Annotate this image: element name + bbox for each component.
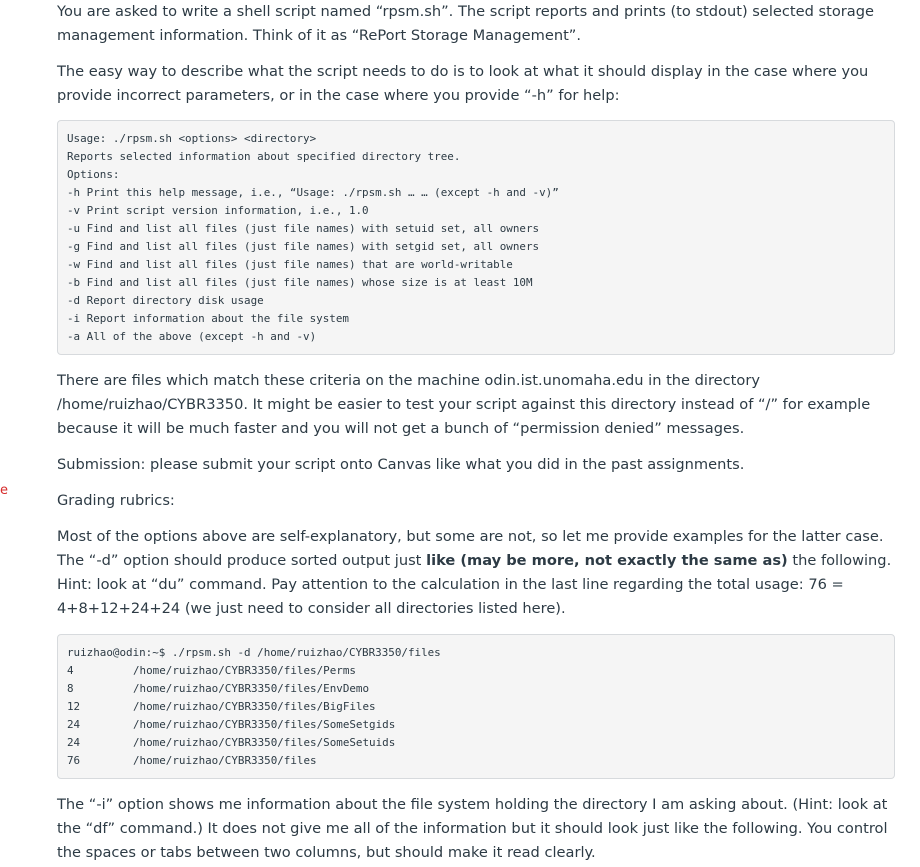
du-size: 4 bbox=[67, 664, 74, 677]
du-command-line: ruizhao@odin:~$ ./rpsm.sh -d /home/ruizhao/CYBR3350/files bbox=[67, 646, 441, 659]
du-size: 24 bbox=[67, 718, 81, 731]
usage-line: -v Print script version information, i.e., 1.0 bbox=[67, 204, 369, 217]
usage-line: -g Find and list all files (just file names) with setgid set, all owners bbox=[67, 240, 540, 253]
usage-line: Usage: ./rpsm.sh <options> <directory> bbox=[67, 132, 317, 145]
du-path: /home/ruizhao/CYBR3350/files/EnvDemo bbox=[133, 682, 370, 695]
options-intro-bold: like (may be more, not exactly the same as) bbox=[426, 552, 788, 569]
du-path: /home/ruizhao/CYBR3350/files bbox=[133, 754, 317, 767]
grading-heading: Grading rubrics: bbox=[57, 492, 175, 509]
du-size: 12 bbox=[67, 700, 81, 713]
assignment-content bbox=[57, 0, 895, 865]
du-size: 76 bbox=[67, 754, 81, 767]
options-intro-text: Most of the options above are self-explanatory, but some are not, so let me provide examples for the latter case. The “-d” option should produce sorted output just bbox=[57, 528, 884, 569]
du-row bbox=[67, 680, 885, 698]
easy-way-paragraph: The easy way to describe what the script needs to do is to look at what it should display in the case where you provide incorrect parameters, or in the case where you provide “-h” for help: bbox=[57, 63, 869, 104]
i-option-paragraph: The “-i” option shows me information about the file system holding the directory I am asking about. (Hint: look at the “df” command.) It does not give me all of the information but it should look just like the following. You control the spaces or tabs between two columns, but should make it read clearly. bbox=[57, 796, 888, 861]
edge-mark: e bbox=[0, 483, 8, 498]
usage-line: Reports selected information about specified directory tree. bbox=[67, 150, 461, 163]
du-row bbox=[67, 662, 885, 680]
du-path: /home/ruizhao/CYBR3350/files/SomeSetgids bbox=[133, 718, 396, 731]
usage-line: -h Print this help message, i.e., “Usage: ./rpsm.sh … … (except -h and -v)” bbox=[67, 186, 559, 199]
usage-line: -i Report information about the file system bbox=[67, 312, 349, 325]
usage-line: -a All of the above (except -h and -v) bbox=[67, 330, 317, 343]
usage-line: -w Find and list all files (just file names) that are world-writable bbox=[67, 258, 513, 271]
du-size: 8 bbox=[67, 682, 74, 695]
du-path: /home/ruizhao/CYBR3350/files/BigFiles bbox=[133, 700, 376, 713]
du-row bbox=[67, 716, 885, 734]
usage-line: -u Find and list all files (just file names) with setuid set, all owners bbox=[67, 222, 540, 235]
options-intro-paragraph bbox=[57, 525, 895, 621]
du-row bbox=[67, 698, 885, 716]
usage-line: -b Find and list all files (just file names) whose size is at least 10M bbox=[67, 276, 533, 289]
usage-code-block bbox=[57, 120, 895, 355]
usage-line: -d Report directory disk usage bbox=[67, 294, 264, 307]
du-output-code-block bbox=[57, 634, 895, 779]
intro-paragraph: You are asked to write a shell script named “rpsm.sh”. The script reports and prints (to stdout) selected storage management information. Think of it as “RePort Storage Management”. bbox=[57, 3, 874, 44]
du-row bbox=[67, 734, 885, 752]
options-intro-text: the following. Hint: look at “du” command. Pay attention to the calculation in the last line regarding the total usage: 76 = 4+8+12+24+24 (we just need to consider all directories listed here). bbox=[57, 552, 892, 617]
usage-line: Options: bbox=[67, 168, 120, 181]
du-row bbox=[67, 752, 885, 770]
du-path: /home/ruizhao/CYBR3350/files/Perms bbox=[133, 664, 356, 677]
du-path: /home/ruizhao/CYBR3350/files/SomeSetuids bbox=[133, 736, 396, 749]
files-note-paragraph: There are files which match these criteria on the machine odin.ist.unomaha.edu in the directory /home/ruizhao/CYBR3350. It might be easier to test your script against this directory instead of “/” for example because it will be much faster and you will not get a bunch of “permission denied” messages. bbox=[57, 372, 871, 437]
submission-paragraph: Submission: please submit your script onto Canvas like what you did in the past assignments. bbox=[57, 456, 745, 473]
du-size: 24 bbox=[67, 736, 81, 749]
